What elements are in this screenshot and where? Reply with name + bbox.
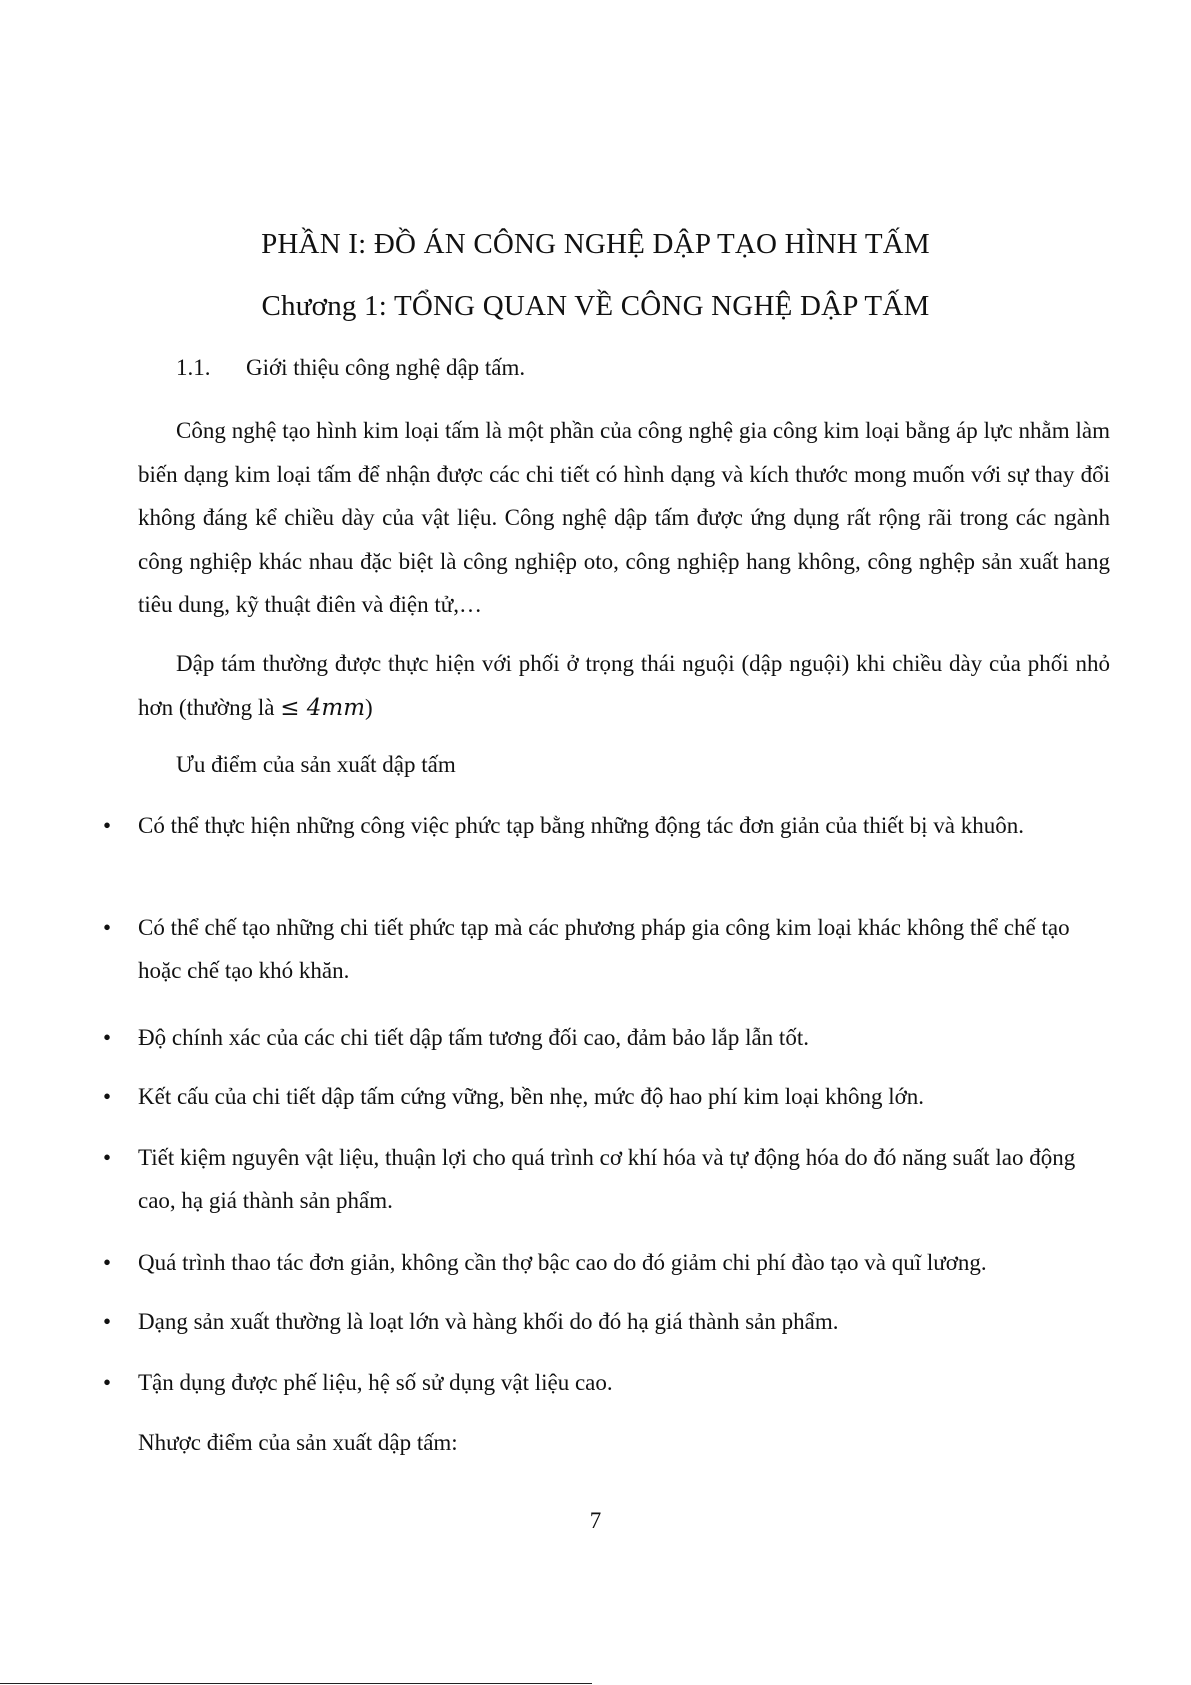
intro-paragraph: Công nghệ tạo hình kim loại tấm là một phần của công nghệ gia công kim loại bằng áp lực nhằm làm biến dạng kim loại tấm để nhận được các chi tiết có hình dạng và kích thước mong muốn với sự thay đổi không đáng kể chiều dày của vật liệu. Công nghệ dập tấm được ứng dụng rất rộng rãi trong các ngành công nghiệp khác nhau đặc biệt là công nghiệp oto, công nghiệp hang không, công nghệp sản xuất hang tiêu dung, kỹ thuật điên và điện tử,… — [138, 418, 1110, 617]
list-item — [103, 1075, 1093, 1118]
section-heading — [176, 355, 525, 381]
bullet-icon: • — [103, 1025, 112, 1050]
cold-stamping-text: Dập tám thường được thực hiện với phối ở trọng thái nguội (dập nguội) khi chiều dày của phối nhỏ hơn (thường là — [138, 651, 1110, 720]
section-number: 1.1. — [176, 355, 211, 380]
bullet-icon: • — [103, 1250, 112, 1275]
footnote-separator — [0, 1683, 592, 1684]
list-item — [103, 1300, 1093, 1343]
list-item-text: Có thể chế tạo những chi tiết phức tạp mà các phương pháp gia công kim loại khác không thể chế tạo hoặc chế tạo khó khăn. — [138, 915, 1070, 983]
list-item — [103, 1136, 1093, 1222]
thickness-formula: ≤ 4mm — [280, 694, 366, 721]
chapter-title: Chương 1: TỔNG QUAN VỀ CÔNG NGHỆ DẬP TẤM — [261, 290, 930, 322]
bullet-icon: • — [103, 1309, 112, 1334]
cold-stamping-close: ) — [365, 694, 373, 720]
bullet-icon: • — [103, 813, 112, 838]
list-item — [103, 1016, 1093, 1059]
list-item — [103, 1241, 1093, 1284]
list-item — [103, 804, 1093, 847]
bullet-icon: • — [103, 1084, 112, 1109]
disadvantages-title: Nhược điểm của sản xuất dập tấm: — [138, 1430, 458, 1455]
cold-stamping-paragraph — [138, 642, 1110, 730]
part-title: PHẦN I: ĐỒ ÁN CÔNG NGHỆ DẬP TẠO HÌNH TẤM — [261, 228, 930, 260]
list-item-text: Quá trình thao tác đơn giản, không cần thợ bậc cao do đó giảm chi phí đào tạo và quĩ lương. — [138, 1250, 987, 1275]
list-item — [103, 906, 1093, 992]
list-item-text: Tiết kiệm nguyên vật liệu, thuận lợi cho quá trình cơ khí hóa và tự động hóa do đó năng suất lao động cao, hạ giá thành sản phẩm. — [138, 1145, 1076, 1213]
bullet-icon: • — [103, 915, 112, 940]
advantages-title: Ưu điểm của sản xuất dập tấm — [176, 752, 456, 777]
list-item-text: Có thể thực hiện những công việc phức tạp bằng những động tác đơn giản của thiết bị và khuôn. — [138, 813, 1024, 838]
page-number: 7 — [589, 1508, 602, 1533]
section-title: Giới thiệu công nghệ dập tấm. — [246, 355, 526, 380]
bullet-icon: • — [103, 1370, 112, 1395]
list-item — [103, 1361, 1093, 1404]
list-item-text: Kết cấu của chi tiết dập tấm cứng vững, bền nhẹ, mức độ hao phí kim loại không lớn. — [138, 1084, 925, 1109]
list-item-text: Tận dụng được phế liệu, hệ số sử dụng vật liệu cao. — [138, 1370, 613, 1395]
list-item-text: Dạng sản xuất thường là loạt lớn và hàng khối do đó hạ giá thành sản phẩm. — [138, 1309, 839, 1334]
bullet-icon: • — [103, 1145, 112, 1170]
list-item-text: Độ chính xác của các chi tiết dập tấm tương đối cao, đảm bảo lắp lẫn tốt. — [138, 1025, 809, 1050]
